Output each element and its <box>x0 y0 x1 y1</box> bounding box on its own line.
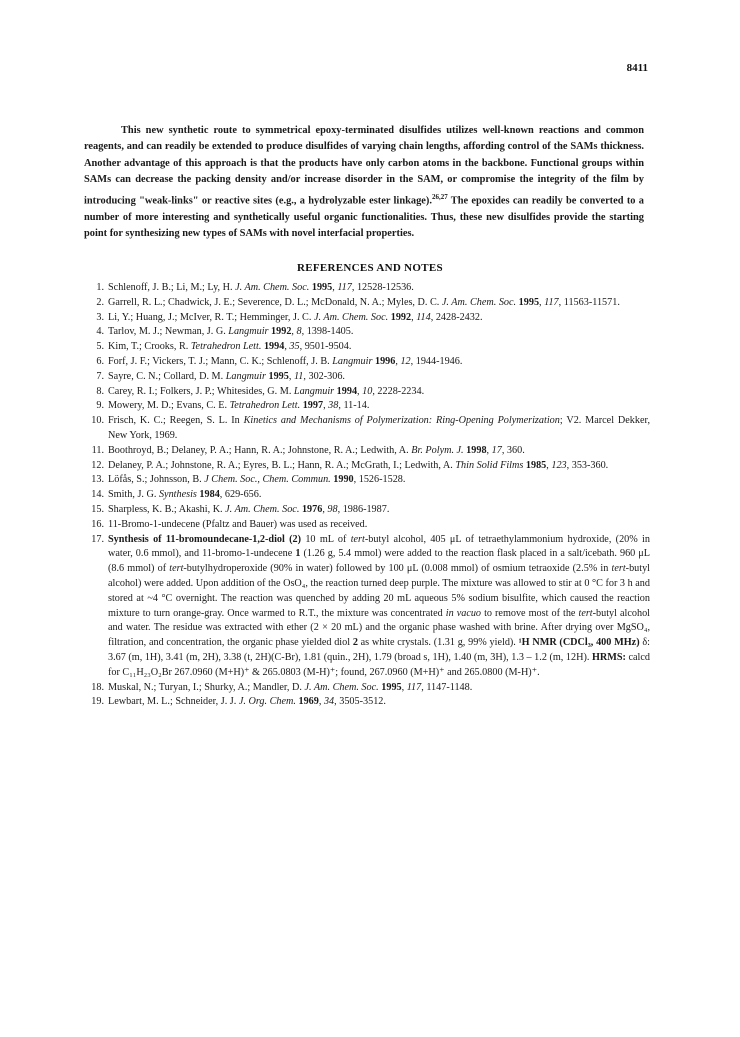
reference-item <box>84 325 650 340</box>
reference-segment: 117 <box>337 282 352 293</box>
reference-segment: tert <box>169 563 184 575</box>
reference-segment: 1984 <box>199 489 220 501</box>
reference-number: 9. <box>96 400 104 412</box>
reference-item <box>84 311 650 326</box>
reference-segment: Langmuir <box>293 385 335 397</box>
reference-text <box>108 311 650 326</box>
reference-segment: 35 <box>289 341 300 353</box>
reference-segment: , <box>357 385 363 397</box>
reference-item <box>84 488 650 503</box>
reference-text <box>108 518 650 533</box>
reference-segment: , 1398-1405. <box>301 326 354 338</box>
reference-segment: 38 <box>328 400 339 412</box>
reference-segment: -butyl alcohol, 405 μL of tetraethylammonium hydroxide, (20% in water, 0.6 mmol), and 11-bromo-1-undecene <box>108 533 650 560</box>
reference-segment: 1976 <box>301 503 323 515</box>
reference-segment: 1998 <box>466 444 487 456</box>
reference-segment: , <box>411 311 417 323</box>
reference-segment: in vacuo <box>445 607 482 619</box>
reference-segment: (1.26 g, 5.4 mmol) were added to the reaction flask placed in a salt/icebath. 960 μL (8.6 mmol) of <box>108 548 650 575</box>
reference-text <box>108 281 650 296</box>
reference-number: 4. <box>96 326 104 338</box>
intro-citation: 26,27 <box>431 192 448 201</box>
reference-number: 3. <box>96 311 104 323</box>
reference-segment: Muskal, N.; Turyan, I.; Shurky, A.; Mandler, D. <box>108 681 305 693</box>
reference-segment: Frisch, K. C.; Reegen, S. L. In <box>108 415 244 427</box>
reference-segment: 1996 <box>374 355 396 367</box>
reference-number: 14. <box>91 489 104 501</box>
reference-item <box>84 473 650 488</box>
reference-segment: Langmuir <box>228 326 269 338</box>
reference-segment: J. Am. Chem. Soc. <box>304 681 379 693</box>
reference-segment: Thin Solid Films <box>455 459 524 471</box>
reference-text <box>108 459 650 474</box>
reference-segment: 8 <box>296 326 302 338</box>
reference-segment: J Chem. Soc., Chem. Commun. <box>204 474 331 486</box>
reference-segment: Tarlov, M. J.; Newman, J. G. <box>108 326 229 338</box>
reference-text <box>108 533 650 681</box>
reference-segment: , 11-14. <box>338 400 370 412</box>
reference-segment: , 1526-1528. <box>353 474 406 486</box>
reference-number: 8. <box>96 385 104 397</box>
reference-segment: 1969 <box>298 696 319 708</box>
reference-segment: J. Am. Chem. Soc. <box>225 503 300 515</box>
reference-segment: 1 <box>295 548 301 560</box>
reference-segment: 1994 <box>263 341 285 353</box>
reference-item <box>84 370 650 385</box>
reference-segment: 123 <box>551 459 567 471</box>
reference-segment: Garrell, R. L.; Chadwick, J. E.; Severence, D. L.; McDonald, N. A.; Myles, D. C. <box>108 296 442 308</box>
reference-segment: , 1944-1946. <box>410 355 463 367</box>
reference-text <box>108 325 650 340</box>
reference-text <box>108 695 650 710</box>
reference-segment: Synthesis of 11-bromoundecane-1,2-diol (2) <box>108 533 302 545</box>
reference-segment: Carey, R. I.; Folkers, J. P.; Whitesides, G. M. <box>108 385 294 397</box>
reference-number: 11. <box>91 444 104 456</box>
reference-segment: , <box>546 459 552 471</box>
intro-text: This new synthetic route to symmetrical epoxy-terminated disulfides utilizes well-known reactions and common reagents, and can readily be extended to produce disulfides of varying chain lengths, affording control of the SAMs thickness. Another advantage of this approach is that the products have only carbon atoms in the backbone. Functional groups within SAMs can decrease the packing density and/or increase disorder in the SAM, or compromise the integrity of the film by introducing "weak-links" or reactive sites (e.g., a hydrolyzable ester linkage). <box>84 125 644 207</box>
reference-segment: 1995 <box>381 681 402 693</box>
references-heading: REFERENCES AND NOTES <box>297 262 443 274</box>
reference-text <box>108 473 650 488</box>
reference-segment: 11 <box>293 370 304 382</box>
reference-segment: Br. Polym. J. <box>411 444 464 456</box>
reference-text <box>108 503 650 518</box>
reference-segment: , 629-656. <box>219 489 262 501</box>
reference-number: 16. <box>91 518 104 530</box>
reference-item <box>84 414 650 444</box>
reference-segment: Synthesis <box>158 489 197 501</box>
reference-segment: , <box>401 681 407 693</box>
reference-segment: J. Org. Chem. <box>238 696 296 708</box>
reference-segment: , 353-360. <box>566 459 609 471</box>
reference-segment: , <box>539 296 545 308</box>
reference-segment: Langmuir <box>332 355 373 367</box>
reference-segment: tert <box>578 607 593 619</box>
reference-segment: , 302-306. <box>303 370 345 382</box>
intro-paragraph <box>84 123 644 242</box>
reference-text <box>108 488 650 503</box>
reference-item <box>84 355 650 370</box>
reference-segment: , <box>284 341 290 353</box>
reference-number: 15. <box>91 503 104 515</box>
reference-segment: Sayre, C. N.; Collard, D. M. <box>108 370 226 382</box>
reference-text <box>108 355 650 370</box>
reference-item <box>84 681 650 696</box>
page-number: 8411 <box>626 62 648 74</box>
reference-text <box>108 385 650 400</box>
reference-segment: tert <box>611 563 626 575</box>
reference-segment: 1994 <box>336 385 358 397</box>
reference-item <box>84 399 650 414</box>
reference-segment: , <box>332 282 338 293</box>
reference-item <box>84 444 650 459</box>
reference-text <box>108 340 650 355</box>
reference-segment: Boothroyd, B.; Delaney, P. A.; Hann, R. A.; Johnstone, R. A.; Ledwith, A. <box>108 444 412 456</box>
reference-text <box>108 399 650 414</box>
reference-segment: 12 <box>400 355 411 367</box>
reference-item <box>84 281 650 296</box>
reference-item <box>84 296 650 311</box>
reference-segment: , 2228-2234. <box>372 385 425 397</box>
reference-segment: tert <box>350 533 365 545</box>
reference-segment: -butyl alcohol and water. The residue was extracted with ether (2 × 20 mL) and the organic phase washed with brine. After drying over MgSO₄, filtration, and concentration, the organic phase yielded diol <box>108 607 650 649</box>
reference-segment: 1985 <box>525 459 547 471</box>
reference-segment: HRMS: <box>591 651 626 663</box>
reference-segment: , 1986-1987. <box>337 503 390 515</box>
reference-segment: -butyl alcohol) were added. Upon addition of the OsO₄, the reaction turned deep purple. The mixture was allowed to stir at 0 °C for 3 h and stored at ~4 °C overnight. The reaction was quenched by adding 20 mL aqueous 5% sodium bisulfite, which caused the reaction mixture to turn orange-gray. Once warmed to R.T., the mixture was concentrated <box>108 563 651 619</box>
reference-segment: , <box>395 355 401 367</box>
reference-number: 2. <box>96 296 104 308</box>
reference-number: 17. <box>91 533 104 545</box>
reference-segment: Löfås, S.; Johnsson, B. <box>108 474 205 486</box>
reference-segment: 10 <box>362 385 373 397</box>
reference-number: 1. <box>96 282 104 293</box>
reference-item <box>84 533 650 681</box>
reference-item <box>84 695 650 710</box>
reference-segment: , 9501-9504. <box>299 341 352 353</box>
reference-item <box>84 385 650 400</box>
reference-segment: ; V2. Marcel Dekker, New York, 1969. <box>108 415 651 441</box>
reference-segment: 1992 <box>390 311 412 323</box>
reference-segment: Tetrahedron Lett. <box>190 341 262 353</box>
intro-text-continued: The epoxides can readily be converted to a number of more interesting and synthetically useful organic functionalities. Thus, these new disulfides provide the starting point for synthesizing new types of SAMs with novel interfacial properties. <box>84 195 644 239</box>
reference-segment: , <box>322 503 328 515</box>
reference-segment: , 12528-12536. <box>351 282 414 293</box>
reference-number: 13. <box>91 474 104 486</box>
reference-segment: Mowery, M. D.; Evans, C. E. <box>108 400 230 412</box>
reference-segment: Kinetics and Mechanisms of Polymerization: Ring-Opening Polymerization <box>243 415 560 427</box>
reference-text <box>108 370 650 385</box>
reference-segment: 117 <box>544 296 559 308</box>
reference-segment: 17 <box>491 444 502 456</box>
reference-text <box>108 414 650 444</box>
reference-segment: 1995 <box>311 282 333 293</box>
reference-segment: Forf, J. F.; Vickers, T. J.; Mann, C. K.; Schlenoff, J. B. <box>108 355 333 367</box>
reference-segment: Tetrahedron Lett. <box>229 400 301 412</box>
reference-segment: ¹H NMR (CDCl₃, 400 MHz) <box>518 637 640 649</box>
reference-segment: , <box>291 326 297 338</box>
reference-segment: 1997 <box>302 400 324 412</box>
reference-segment: 2 <box>352 637 358 649</box>
reference-item <box>84 503 650 518</box>
reference-number: 6. <box>96 355 104 367</box>
reference-item <box>84 518 650 533</box>
reference-segment: Langmuir <box>225 370 266 382</box>
reference-segment: , 11563-11571. <box>558 296 620 308</box>
reference-number: 10. <box>91 415 104 427</box>
reference-segment: , 2428-2432. <box>430 311 483 323</box>
reference-item <box>84 459 650 474</box>
reference-segment: , 360. <box>501 444 525 456</box>
reference-segment: 34 <box>323 696 335 708</box>
reference-segment: 98 <box>327 503 338 515</box>
reference-segment: 11-Bromo-1-undecene (Pfaltz and Bauer) was used as received. <box>108 518 368 530</box>
reference-number: 12. <box>91 459 104 471</box>
reference-segment: J. Am. Chem. Soc. <box>313 311 389 323</box>
references-list <box>84 281 650 710</box>
reference-segment: Delaney, P. A.; Johnstone, R. A.; Eyres, B. L.; Hann, R. A.; McGrath, I.; Ledwith, A. <box>108 459 456 471</box>
reference-segment: , <box>486 444 492 456</box>
reference-text <box>108 681 650 696</box>
reference-segment: Lewbart, M. L.; Schneider, J. J. <box>108 696 239 708</box>
reference-segment: , <box>323 400 329 412</box>
reference-segment: Li, Y.; Huang, J.; McIver, R. T.; Hemminger, J. C. <box>108 311 314 323</box>
reference-segment: as white crystals. (1.31 g, 99% yield). <box>357 637 519 649</box>
reference-segment: J. Am. Chem. Soc. <box>235 282 310 293</box>
reference-number: 5. <box>96 341 104 353</box>
reference-text <box>108 444 650 459</box>
reference-segment: 1992 <box>271 326 292 338</box>
reference-number: 19. <box>91 696 104 708</box>
reference-segment: 1990 <box>333 474 354 486</box>
reference-segment: , 1147-1148. <box>421 681 473 693</box>
reference-segment: 1995 <box>518 296 540 308</box>
reference-segment: , 3505-3512. <box>334 696 386 708</box>
reference-segment: 1995 <box>268 370 289 382</box>
reference-segment: to remove most of the <box>481 607 579 619</box>
reference-item <box>84 340 650 355</box>
reference-text <box>108 296 650 311</box>
reference-segment: Sharpless, K. B.; Akashi, K. <box>108 503 226 515</box>
reference-segment: δ: 3.67 (m, 1H), 3.41 (m, 2H), 3.38 (t, 2H)(C-Br), 1.81 (quin., 2H), 1.79 (broad s, 1H), 1.40 (m, 3H), 1.3 – 1.2 (m, 12H). <box>108 637 650 663</box>
reference-number: 18. <box>91 681 104 693</box>
reference-segment: 114 <box>416 311 431 323</box>
reference-segment: , <box>288 370 294 382</box>
reference-number: 7. <box>96 370 104 382</box>
reference-segment: Schlenoff, J. B.; Li, M.; Ly, H. <box>108 282 236 293</box>
reference-segment: Smith, J. G. <box>108 489 159 501</box>
reference-segment: Kim, T.; Crooks, R. <box>108 341 191 353</box>
reference-segment: -butylhydroperoxide (90% in water) followed by 100 μL (0.008 mmol) of osmium tetraoxide (2.5% in <box>183 563 612 575</box>
reference-segment: 117 <box>406 681 422 693</box>
reference-segment: 10 mL of <box>301 533 351 545</box>
reference-segment: J. Am. Chem. Soc. <box>441 296 517 308</box>
reference-segment: calcd for C₁₁H₂₃O₂Br 267.0960 (M+H)⁺ & 265.0803 (M-H)⁺; found, 267.0960 (M+H)⁺ and 265.0800 (M-H)⁺. <box>108 651 650 678</box>
reference-segment: , <box>318 696 324 708</box>
